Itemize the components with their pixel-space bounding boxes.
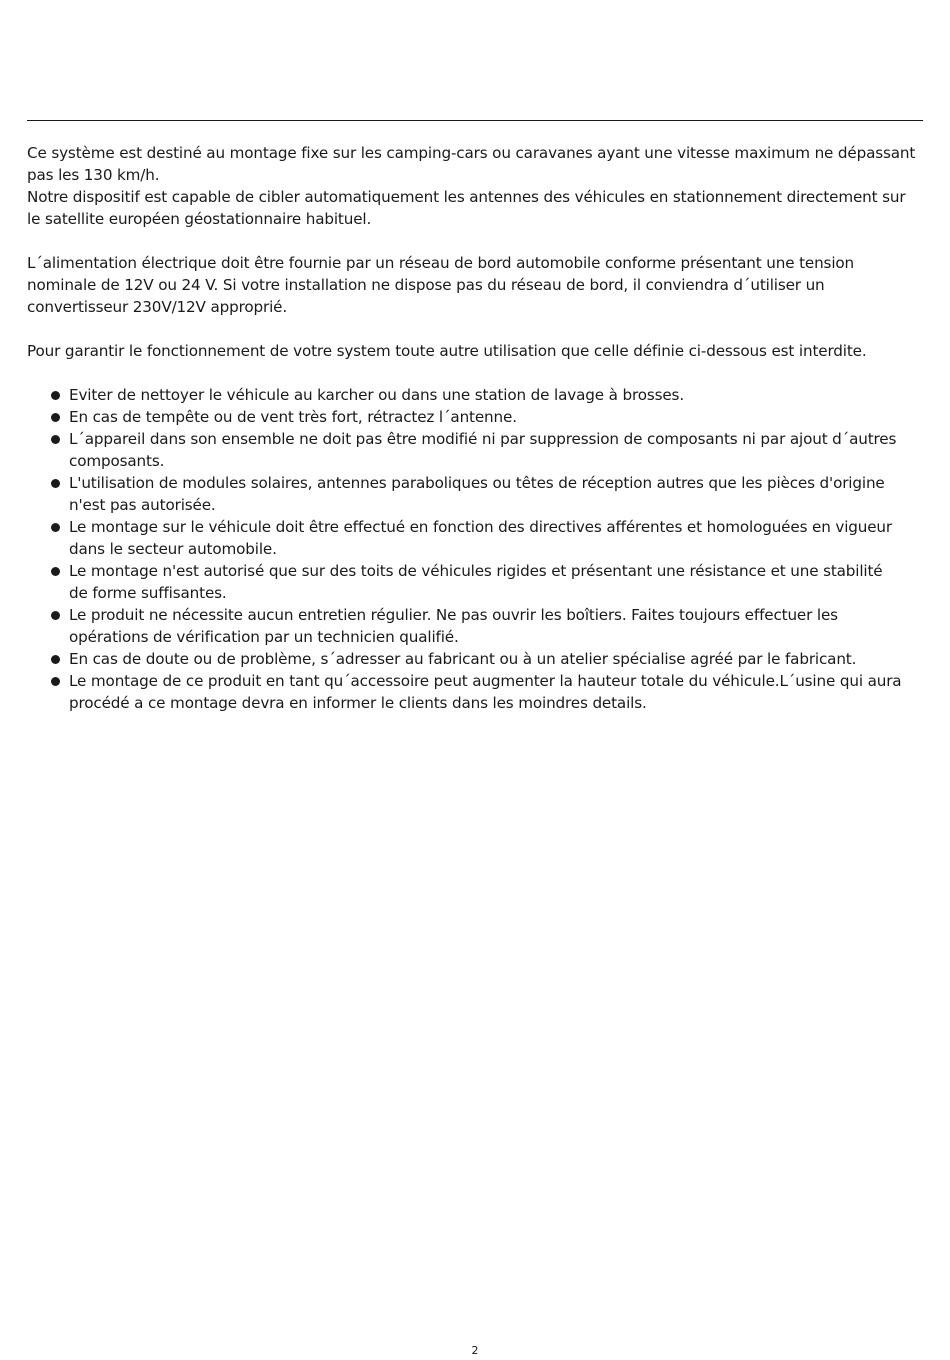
bullet-icon <box>51 677 60 686</box>
list-item <box>27 516 922 560</box>
list-item <box>27 560 922 604</box>
document-body <box>27 142 922 714</box>
list-item-text: En cas de tempête ou de vent très fort, rétractez l´antenne. <box>69 408 517 426</box>
list-item-text: En cas de doute ou de problème, s´adresser au fabricant ou à un atelier spécialise agréé par le fabricant. <box>69 650 857 668</box>
safety-bullet-list <box>27 384 922 714</box>
list-item <box>27 670 922 714</box>
list-item-text: Le produit ne nécessite aucun entretien régulier. Ne pas ouvrir les boîtiers. Faites toujours effectuer les opérations de vérification par un technicien qualifié. <box>69 606 838 646</box>
bullet-icon <box>51 567 60 576</box>
list-item <box>27 648 922 670</box>
paragraph-restriction: Pour garantir le fonctionnement de votre system toute autre utilisation que celle définie ci-dessous est interdite. <box>27 342 867 360</box>
list-item-text: Le montage sur le véhicule doit être effectué en fonction des directives afférentes et homologuées en vigueur dans le secteur automobile. <box>69 518 892 558</box>
list-item <box>27 472 922 516</box>
bullet-icon <box>51 655 60 664</box>
paragraph-targeting: Notre dispositif est capable de cibler automatiquement les antennes des véhicules en stationnement directement sur le satellite européen géostationnaire habituel. <box>27 188 906 228</box>
list-item-text: L'utilisation de modules solaires, antennes paraboliques ou têtes de réception autres que les pièces d'origine n'est pas autorisée. <box>69 474 885 514</box>
list-item <box>27 604 922 648</box>
list-item-text: L´appareil dans son ensemble ne doit pas être modifié ni par suppression de composants ni par ajout d´autres composants. <box>69 430 897 470</box>
bullet-icon <box>51 413 60 422</box>
list-item <box>27 406 922 428</box>
paragraph-power-supply: L´alimentation électrique doit être fournie par un réseau de bord automobile conforme présentant une tension nominale de 12V ou 24 V. Si votre installation ne dispose pas du réseau de bord, il conviendra d´utiliser un convertisseur 230V/12V approprié. <box>27 254 855 316</box>
page-number: 2 <box>471 1344 479 1357</box>
bullet-icon <box>51 435 60 444</box>
bullet-icon <box>51 611 60 620</box>
list-item-text: Eviter de nettoyer le véhicule au karcher ou dans une station de lavage à brosses. <box>69 386 684 404</box>
bullet-icon <box>51 479 60 488</box>
list-item <box>27 428 922 472</box>
list-item <box>27 384 922 406</box>
bullet-icon <box>51 523 60 532</box>
header-divider <box>27 120 923 121</box>
list-item-text: Le montage n'est autorisé que sur des toits de véhicules rigides et présentant une résistance et une stabilité de forme suffisantes. <box>69 562 883 602</box>
list-item-text: Le montage de ce produit en tant qu´accessoire peut augmenter la hauteur totale du véhicule.L´usine qui aura procédé a ce montage devra en informer le clients dans les moindres details. <box>69 672 902 712</box>
paragraph-usage: Ce système est destiné au montage fixe sur les camping-cars ou caravanes ayant une vitesse maximum ne dépassant pas les 130 km/h. <box>27 144 916 184</box>
bullet-icon <box>51 391 60 400</box>
